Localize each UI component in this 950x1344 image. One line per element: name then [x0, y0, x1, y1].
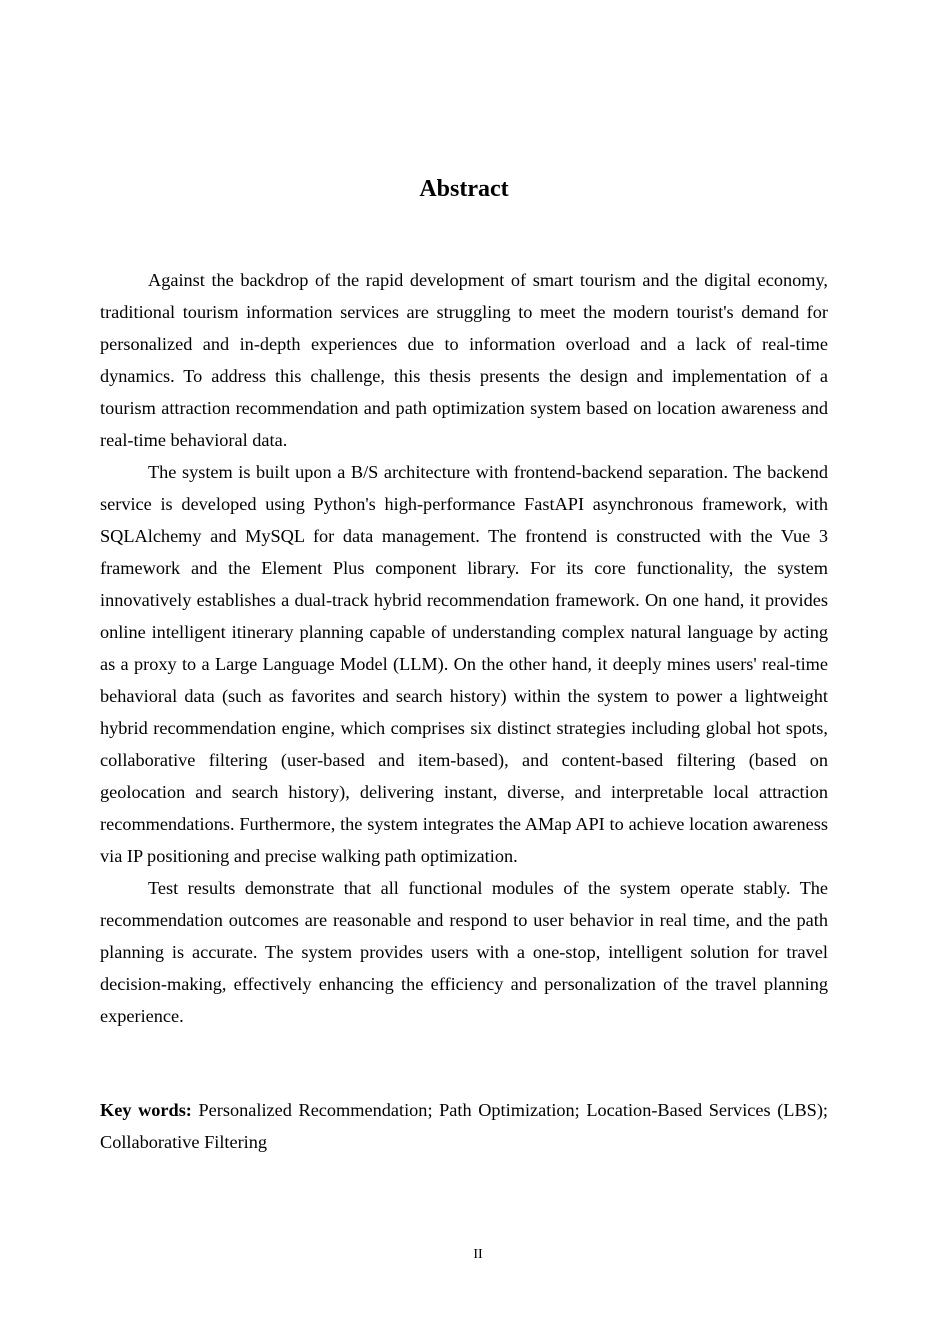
- abstract-body: [100, 264, 828, 1032]
- keywords-text: Personalized Recommendation; Path Optimization; Location-Based Services (LBS); Collaborative Filtering: [100, 1100, 828, 1152]
- page-number: II: [473, 1247, 483, 1262]
- abstract-paragraph-2: The system is built upon a B/S architecture with frontend-backend separation. The backend service is developed using Python's high-performance FastAPI asynchronous framework, with SQLAlchemy and MySQL for data management. The frontend is constructed with the Vue 3 framework and the Element Plus component library. For its core functionality, the system innovatively establishes a dual-track hybrid recommendation framework. On one hand, it provides online intelligent itinerary planning capable of understanding complex natural language by acting as a proxy to a Large Language Model (LLM). On the other hand, it deeply mines users' real-time behavioral data (such as favorites and search history) within the system to power a lightweight hybrid recommendation engine, which comprises six distinct strategies including global hot spots, collaborative filtering (user-based and item-based), and content-based filtering (based on geolocation and search history), delivering instant, diverse, and interpretable local attraction recommendations. Furthermore, the system integrates the AMap API to achieve location awareness via IP positioning and precise walking path optimization.: [100, 462, 828, 866]
- keywords-line: [100, 1094, 828, 1158]
- page-title: Abstract: [419, 176, 509, 202]
- abstract-paragraph-1: Against the backdrop of the rapid development of smart tourism and the digital economy, traditional tourism information services are struggling to meet the modern tourist's demand for personalized and in-depth experiences due to information overload and a lack of real-time dynamics. To address this challenge, this thesis presents the design and implementation of a tourism attraction recommendation and path optimization system based on location awareness and real-time behavioral data.: [100, 270, 828, 450]
- keywords-label: Key words:: [100, 1100, 192, 1120]
- abstract-paragraph-3: Test results demonstrate that all functional modules of the system operate stably. The recommendation outcomes are reasonable and respond to user behavior in real time, and the path planning is accurate. The system provides users with a one-stop, intelligent solution for travel decision-making, effectively enhancing the efficiency and personalization of the travel planning experience.: [100, 878, 828, 1026]
